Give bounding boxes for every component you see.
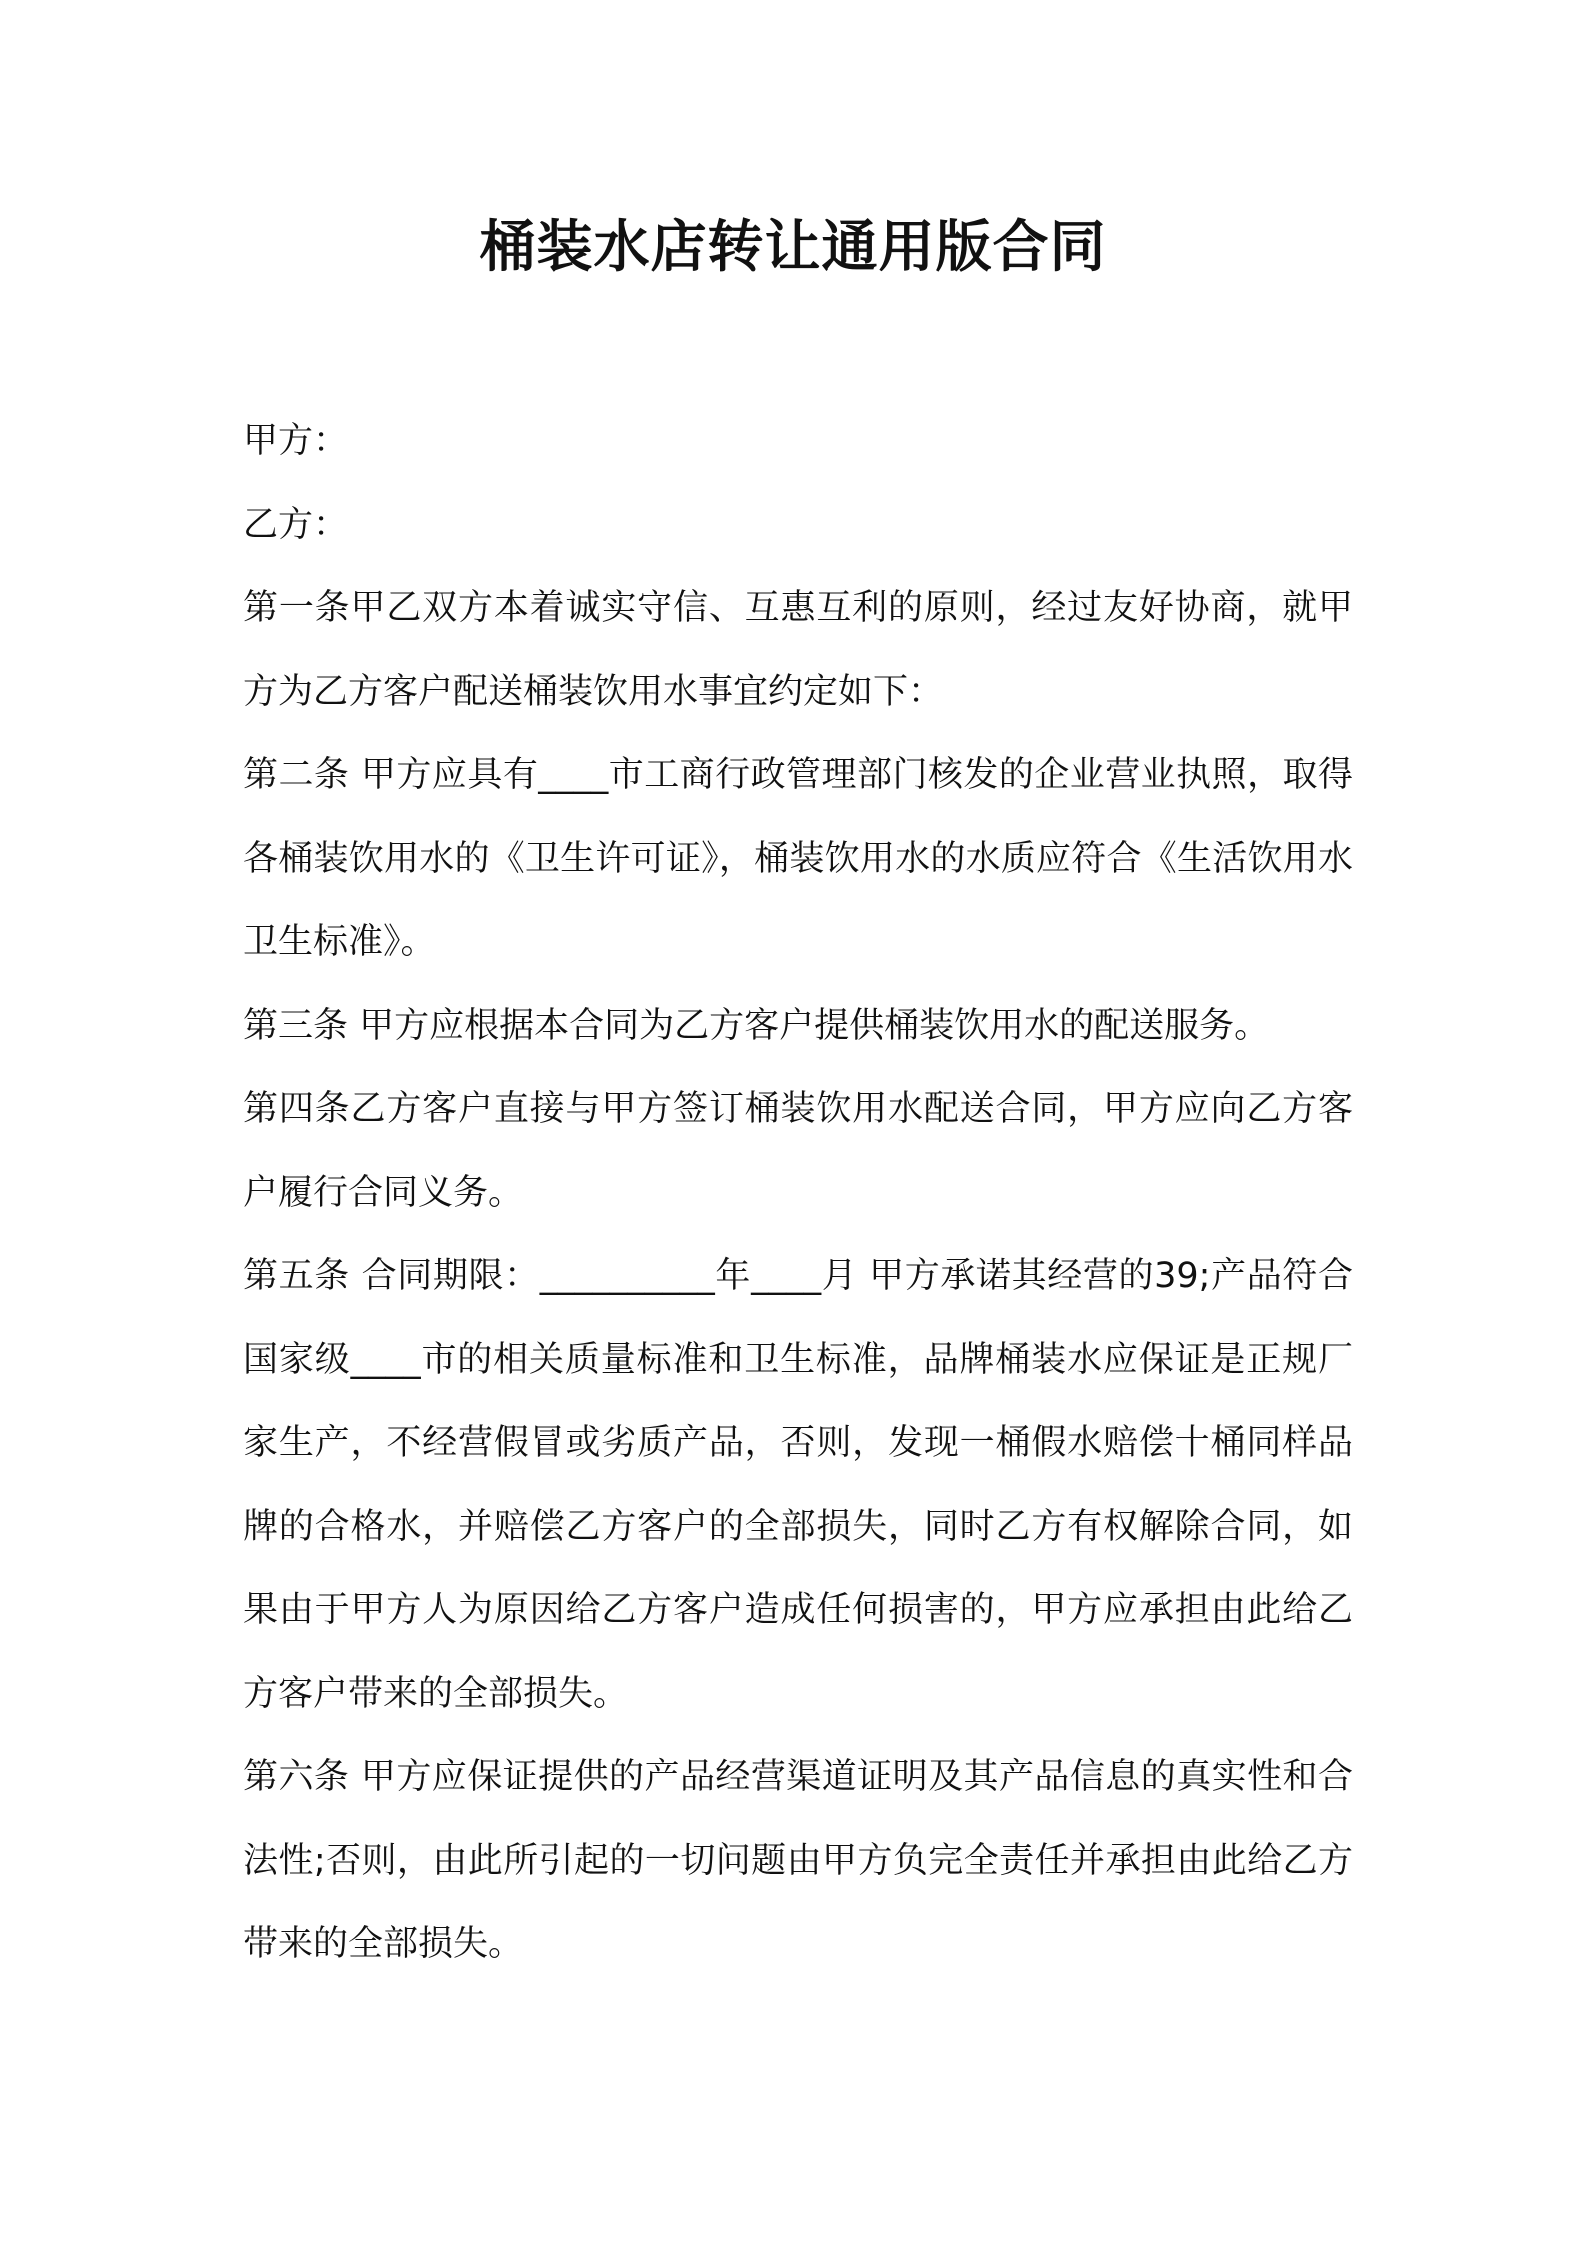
article-4: 第四条乙方客户直接与甲方签订桶装饮用水配送合同，甲方应向乙方客户履行合同义务。 xyxy=(243,1089,1353,1213)
document-title: 桶装水店转让通用版合同 xyxy=(479,215,1107,280)
document-body xyxy=(243,400,1353,1987)
article-1: 第一条甲乙双方本着诚实守信、互惠互利的原则，经过友好协商，就甲方为乙方客户配送桶装饮用水事宜约定如下： xyxy=(243,588,1353,712)
article-3: 第三条 甲方应根据本合同为乙方客户提供桶装饮用水的配送服务。 xyxy=(243,1005,1270,1046)
article-6: 第六条 甲方应保证提供的产品经营渠道证明及其产品信息的真实性和合法性;否则，由此所引起的一切问题由甲方负完全责任并承担由此给乙方带来的全部损失。 xyxy=(243,1757,1353,1964)
party-b-line: 乙方： xyxy=(243,504,349,545)
article-5: 第五条 合同期限：__________年____月 甲方承诺其经营的39;产品符合国家级____市的相关质量标准和卫生标准，品牌桶装水应保证是正规厂家生产，不经营假冒或劣质产品，否则，发现一桶假水赔偿十桶同样品牌的合格水，并赔偿乙方客户的全部损失，同时乙方有权解除合同，如果由于甲方人为原因给乙方客户造成任何损害的，甲方应承担由此给乙方客户带来的全部损失。 xyxy=(243,1256,1353,1714)
party-a-line: 甲方： xyxy=(243,421,349,461)
article-2: 第二条 甲方应具有____市工商行政管理部门核发的企业营业执照，取得各桶装饮用水的《卫生许可证》，桶装饮用水的水质应符合《生活饮用水卫生标准》。 xyxy=(243,755,1353,962)
